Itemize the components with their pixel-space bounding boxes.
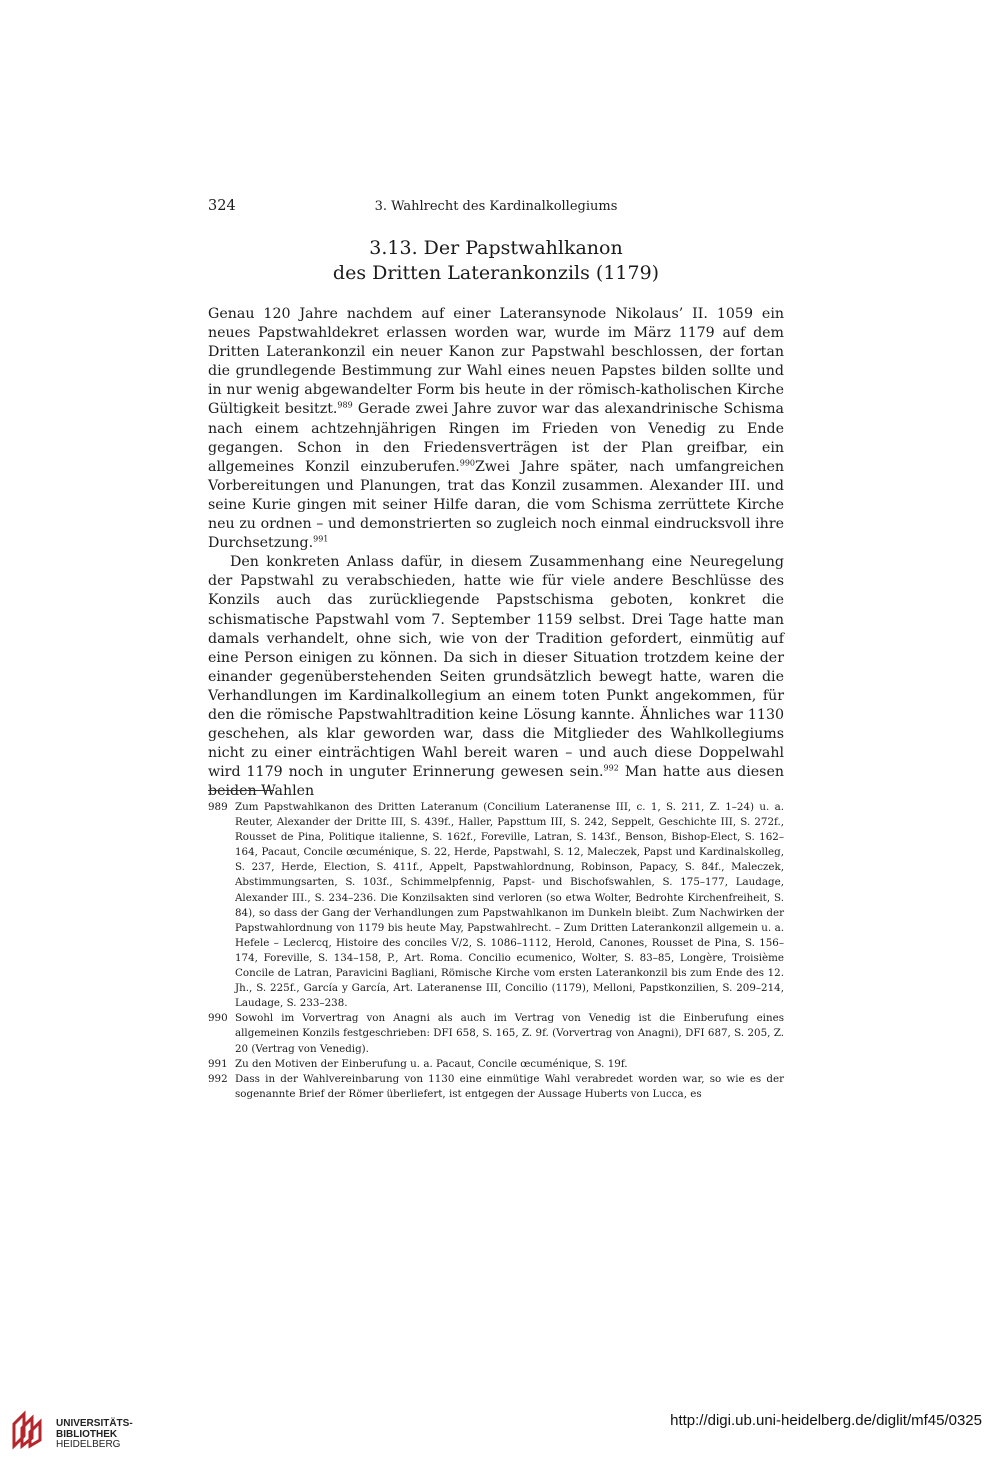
footnote-text: Dass in der Wahlvereinbarung von 1130 eine einmütige Wahl verabredet worden war, so wie es der sogenannte Brief der Römer überliefert, ist entgegen der Aussage Huberts von Lucca, es <box>235 1072 784 1100</box>
logo-line-3: HEIDELBERG <box>56 1439 121 1450</box>
logo-line-1: UNIVERSITÄTS- <box>56 1418 133 1429</box>
running-head <box>208 198 784 218</box>
body-text <box>208 305 784 801</box>
footnote-number: 992 <box>208 1072 228 1085</box>
footnote-ref-992[interactable]: 992 <box>603 763 619 773</box>
footnote-990 <box>208 1011 784 1056</box>
footnote-992 <box>208 1072 784 1102</box>
library-logo-text <box>56 1419 133 1451</box>
paragraph-2-part-a: Den konkreten Anlass dafür, in diesem Zusammenhang eine Neuregelung der Papstwahl zu verabschieden, hatte wie für viele andere Beschlüsse des Konzils auch das zurückliegende Papstschisma geboten, konkret die schismatische Papstwahl vom 7. September 1159 selbst. Drei Tage hatte man damals verhandelt, ohne sich, wie von der Tradition gefordert, einmütig auf eine Person einigen zu können. Da sich in dieser Situation trotzdem keine der einander gegenüberstehenden Seiten grundsätzlich bewegt hatte, waren die Verhandlungen im Kardinalkollegium an einem toten Punkt angekommen, für den die römische Papstwahltradition keine Lösung kannte. Ähnliches war 1130 geschehen, als klar geworden war, dass die Mitglieder des Wahlkollegiums nicht zu einer einträchtigen Wahl bereit waren – und auch diese Doppelwahl wird 1179 noch in unguter Erinnerung gewesen sein. <box>208 554 784 781</box>
library-logo-icon <box>10 1410 50 1450</box>
footnote-ref-990[interactable]: 990 <box>459 458 476 468</box>
footnote-989 <box>208 800 784 1011</box>
page-number: 324 <box>208 198 236 214</box>
footnote-number: 990 <box>208 1012 228 1025</box>
paragraph-2-part-b: Man hatte aus diesen beiden Wahlen <box>208 764 784 800</box>
footnotes <box>208 800 784 1102</box>
paragraph-1-part-a: Genau 120 Jahre nachdem auf einer Lateransynode Nikolaus’ II. 1059 ein neues Papstwahldekret erlassen worden war, wurde im März 1179 auf dem Dritten Laterankonzil ein neuer Kanon zur Papstwahl beschlossen, der fortan die grundlegende Bestimmung zur Wahl eines neuen Papstes bilden sollte und in nur wenig abgewandelter Form bis heute in der römisch-katholischen Kirche Gültigkeit besitzt. <box>208 306 784 418</box>
footnote-text: Zu den Motiven der Einberufung u. a. Pacaut, Concile œcuménique, S. 19f. <box>235 1057 628 1070</box>
permalink-url[interactable]: http://digi.ub.uni-heidelberg.de/diglit/mf45/0325 <box>670 1412 982 1429</box>
footnote-991 <box>208 1057 784 1072</box>
logo-line-2: BIBLIOTHEK <box>56 1428 118 1440</box>
running-title: 3. Wahlrecht des Kardinalkollegiums <box>374 199 618 214</box>
footnote-text: Zum Papstwahlkanon des Dritten Lateranum (Concilium Lateranense III, c. 1, S. 211, Z. 1–24) u. a. Reuter, Alexander der Dritte III, S. 439f., Haller, Papsttum III, S. 242, Seppelt, Geschichte III, S. 272f., Rousset de Pina, Politique italienne, S. 162f., Foreville, Latran, S. 143f., Benson, Bishop-Elect, S. 162–164, Pacaut, Concile œcuménique, S. 22, Herde, Papstwahl, S. 12, Maleczek, Papst und Kardinalskolleg, S. 237, Herde, Election, S. 411f., Appelt, Papstwahlordnung, Robinson, Papacy, S. 84f., Maleczek, Abstimmungsarten, S. 103f., Schimmelpfennig, Papst- und Bischofswahlen, S. 175–177, Laudage, Alexander III., S. 234–236. Die Konzilsakten sind verloren (so etwa Wolter, Bedrohte Kirchenfreiheit, S. 84), so dass der Gang der Verhandlungen zum Papstwahlkanon im Dunkeln bleibt. Zum Nachwirken der Papstwahlordnung von 1179 bis heute May, Papstwahlrecht. – Zum Dritten Laterankonzil allgemein u. a. Hefele – Leclercq, Histoire des conciles V/2, S. 1086–1112, Herold, Canones, Rousset de Pina, S. 156–174, Foreville, S. 134–158, P., Art. Roma. Concilio ecumenico, Wolter, S. 83–85, Longère, Troisième Concile de Latran, Paravicini Bagliani, Römische Kirche vom ersten Laterankonzil bis zum Ende des 12. Jh., S. 225f., García y García, Art. Lateranense III, Concilio (1179), Melloni, Papstkonzilien, S. 209–214, Laudage, S. 233–238. <box>235 801 784 1010</box>
section-title-line1: 3.13. Der Papstwahlkanon <box>369 237 623 259</box>
section-title-line2: des Dritten Laterankonzils (1179) <box>332 262 660 284</box>
footnote-separator <box>208 790 274 791</box>
paragraph-2 <box>208 553 784 801</box>
paragraph-1-part-c: Zwei Jahre später, nach umfangreichen Vorbereitungen und Planungen, trat das Konzil zusammen. Alexander III. und seine Kurie gingen mit seiner Hilfe daran, die vom Schisma zerrüttete Kirche neu zu ordnen – und demonstrierten so zugleich noch einmal eindrucksvoll ihre Durchsetzung. <box>208 458 784 552</box>
footnote-ref-989[interactable]: 989 <box>337 400 353 410</box>
footnote-number: 991 <box>208 1057 228 1070</box>
footnote-number: 989 <box>208 801 228 813</box>
footnote-text: Sowohl im Vorvertrag von Anagni als auch im Vertrag von Venedig ist die Einberufung eines allgemeinen Konzils festgeschrieben: DFI 658, S. 165, Z. 9f. (Vorvertrag von Anagni), DFI 687, S. 205, Z. 20 (Vertrag von Venedig). <box>235 1012 784 1055</box>
paragraph-1 <box>208 305 784 553</box>
footnote-ref-991[interactable]: 991 <box>313 534 329 544</box>
paragraph-1-part-b: Gerade zwei Jahre zuvor war das alexandrinische Schisma nach einem achtzehnjährigen Ringen im Frieden von Venedig zu Ende gegangen. Schon in den Friedensverträgen ist der Plan greifbar, ein allgemeines Konzil einzuberufen. <box>208 401 784 475</box>
library-logo[interactable] <box>10 1410 160 1455</box>
section-title <box>208 236 784 286</box>
